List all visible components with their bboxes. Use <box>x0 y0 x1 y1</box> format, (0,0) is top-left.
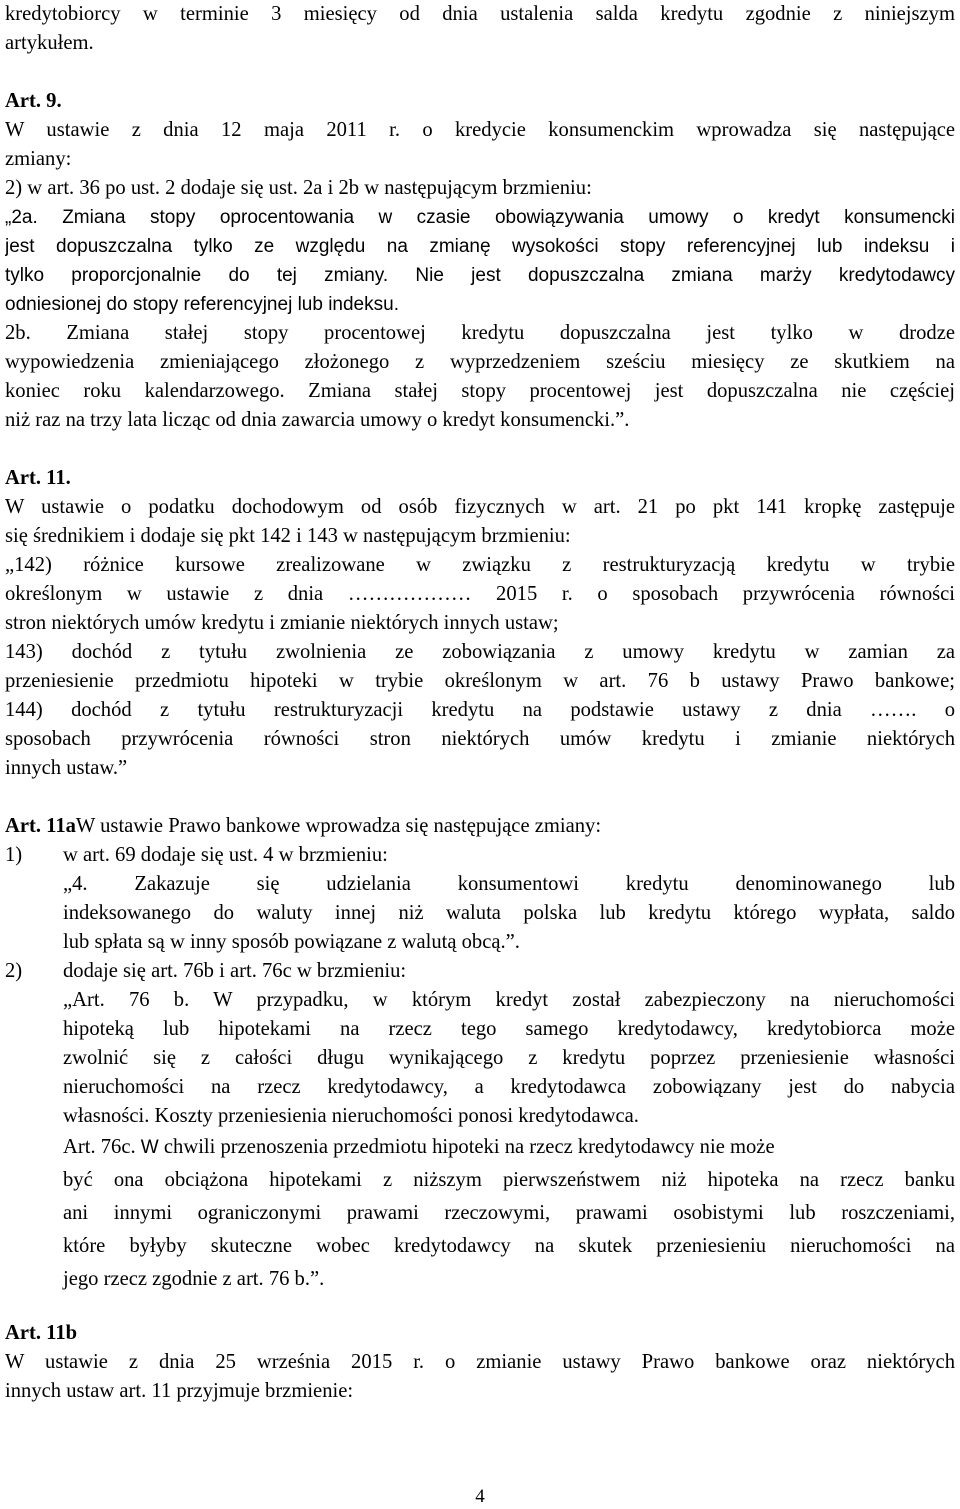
list-item: w art. 69 dodaje się ust. 4 w brzmieniu: <box>63 844 388 866</box>
text-line: hipoteką lub hipotekami na rzecz tego samego kredytodawcy, kredytobiorca może <box>63 1018 955 1040</box>
text-line: odniesionej do stopy referencyjnej lub indeksu. <box>5 294 399 315</box>
text-line: Art. 76c. W chwili przenoszenia przedmiotu hipoteki na rzecz kredytodawcy nie może <box>63 1136 775 1158</box>
text-line: zwolnić się z całości długu wynikającego z kredytu poprzez przeniesienie własności <box>63 1047 955 1069</box>
text-line: 2b. Zmiana stałej stopy procentowej kredytu dopuszczalna jest tylko w drodze <box>5 322 955 344</box>
text-line: 144) dochód z tytułu restrukturyzacji kredytu na podstawie ustawy z dnia ……. o <box>5 699 955 721</box>
text-line: „2a. Zmiana stopy oprocentowania w czasie obowiązywania umowy o kredyt konsumencki <box>5 207 955 228</box>
text-line: nieruchomości na rzecz kredytodawcy, a kredytodawca zobowiązany jest do nabycia <box>63 1076 955 1098</box>
article-heading: Art. 11b <box>5 1322 78 1344</box>
text-line: jest dopuszczalna tylko ze względu na zmianę wysokości stopy referencyjnej lub indeksu i <box>5 236 955 257</box>
text-line: być ona obciążona hipotekami z niższym pierwszeństwem niż hipoteka na rzecz banku <box>63 1169 955 1191</box>
text-line: ani innymi ograniczonymi prawami rzeczowymi, prawami osobistymi lub roszczeniami, <box>63 1202 955 1224</box>
text-line: niż raz na trzy lata licząc od dnia zawarcia umowy o kredyt konsumencki.”. <box>5 409 630 431</box>
text-line: W ustawie o podatku dochodowym od osób fizycznych w art. 21 po pkt 141 kropkę zastępuje <box>5 496 955 518</box>
text-line: jego rzecz zgodnie z art. 76 b.”. <box>63 1268 325 1290</box>
text-line: artykułem. <box>5 32 94 54</box>
list-item: dodaje się art. 76b i art. 76c w brzmieniu: <box>63 960 407 982</box>
page-number: 4 <box>475 1486 485 1507</box>
text-line: „Art. 76 b. W przypadku, w którym kredyt został zabezpieczony na nieruchomości <box>63 989 955 1011</box>
text-line: przeniesienie przedmiotu hipoteki w trybie określonym w art. 76 b ustawy Prawo bankowe; <box>5 670 955 692</box>
text-line: wypowiedzenia zmieniającego złożonego z wyprzedzeniem sześciu miesięcy ze skutkiem na <box>5 351 955 373</box>
list-number: 1) <box>5 844 23 866</box>
text-line: się średnikiem i dodaje się pkt 142 i 143 w następującym brzmieniu: <box>5 525 571 547</box>
text-line: zmiany: <box>5 148 72 170</box>
text-line: lub spłata są w inny sposób powiązane z walutą obcą.”. <box>63 931 520 953</box>
text-line: W ustawie z dnia 12 maja 2011 r. o kredycie konsumenckim wprowadza się następujące <box>5 119 955 141</box>
text-line: które byłyby skuteczne wobec kredytodawcy na skutek przeniesieniu nieruchomości na <box>63 1235 955 1257</box>
article-heading: Art. 9. <box>5 90 62 112</box>
text-line: „4. Zakazuje się udzielania konsumentowi kredytu denominowanego lub <box>63 873 955 895</box>
text-line: koniec roku kalendarzowego. Zmiana stałej stopy procentowej jest dopuszczalna nie częściej <box>5 380 955 402</box>
text-line: tylko proporcjonalnie do tej zmiany. Nie jest dopuszczalna zmiana marży kredytodawcy <box>5 265 955 286</box>
text-line: W ustawie z dnia 25 września 2015 r. o zmianie ustawy Prawo bankowe oraz niektórych <box>5 1351 955 1373</box>
text-line: określonym w ustawie z dnia ……………… 2015 r. o sposobach przywrócenia równości <box>5 583 955 605</box>
text-line: sposobach przywrócenia równości stron niektórych umów kredytu i zmianie niektórych <box>5 728 955 750</box>
text-line: stron niektórych umów kredytu i zmianie niektórych innych ustaw; <box>5 612 559 634</box>
text-line: 2) w art. 36 po ust. 2 dodaje się ust. 2a i 2b w następującym brzmieniu: <box>5 177 592 199</box>
article-heading: Art. 11. <box>5 467 71 489</box>
text-line: indeksowanego do waluty innej niż waluta polska lub kredytu którego wypłata, saldo <box>63 902 955 924</box>
list-number: 2) <box>5 960 23 982</box>
text-line: 143) dochód z tytułu zwolnienia ze zobowiązania z umowy kredytu w zamian za <box>5 641 955 663</box>
text-line: Art. 11aW ustawie Prawo bankowe wprowadza się następujące zmiany: <box>5 815 602 837</box>
text-line: „142) różnice kursowe zrealizowane w związku z restrukturyzacją kredytu w trybie <box>5 554 955 576</box>
text-line: własności. Koszty przeniesienia nieruchomości ponosi kredytodawca. <box>63 1105 639 1127</box>
article-heading: Art. 11a <box>5 815 76 837</box>
text-line: innych ustaw.” <box>5 757 128 779</box>
text-line: kredytobiorcy w terminie 3 miesięcy od dnia ustalenia salda kredytu zgodnie z niniejszym <box>5 3 955 25</box>
text-line: innych ustaw art. 11 przyjmuje brzmienie: <box>5 1380 354 1402</box>
